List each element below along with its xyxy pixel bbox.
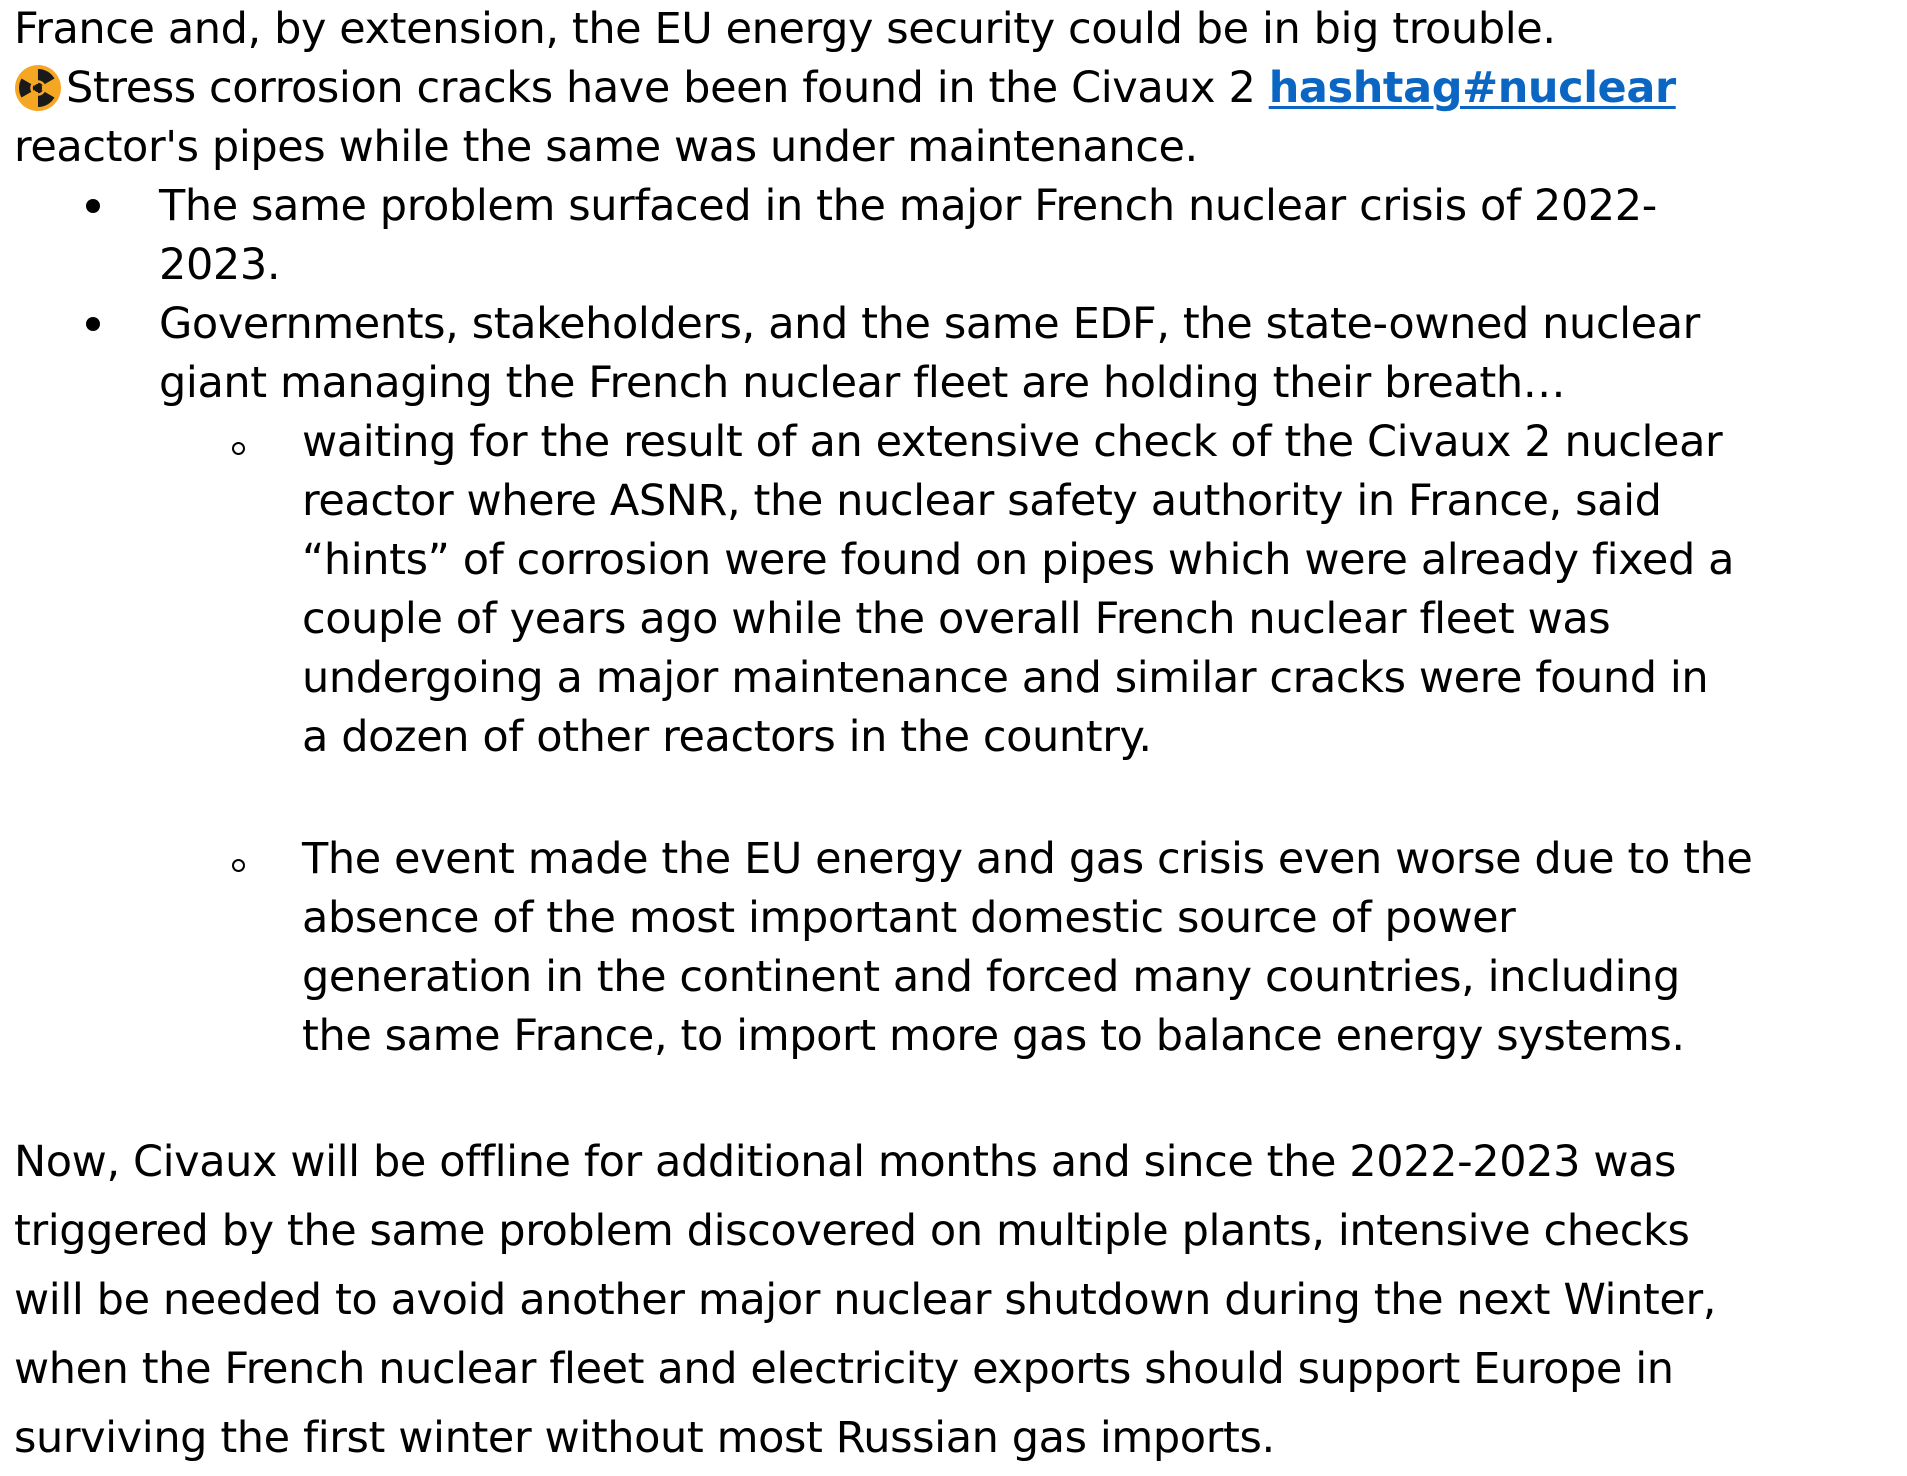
sub-bullet-line: “hints” of corrosion were found on pipes which were already fixed a <box>302 535 1735 585</box>
closing-line: surviving the first winter without most Russian gas imports. <box>14 1413 1275 1463</box>
closing-line: when the French nuclear fleet and electricity exports should support Europe in <box>14 1344 1674 1394</box>
sub-bullet-line: absence of the most important domestic source of power <box>302 893 1516 943</box>
hashtag-nuclear-link[interactable]: hashtag#nuclear <box>1268 63 1676 113</box>
bullet-item <box>14 295 1894 413</box>
bullet-dot-icon <box>86 317 100 331</box>
closing-line: triggered by the same problem discovered on multiple plants, intensive checks <box>14 1206 1690 1256</box>
hollow-circle-icon <box>232 859 245 872</box>
radioactive-icon <box>14 64 62 112</box>
closing-line: Now, Civaux will be offline for additional months and since the 2022-2023 was <box>14 1137 1677 1187</box>
sub-bullet-line: undergoing a major maintenance and similar cracks were found in <box>302 653 1709 703</box>
bullet-line: giant managing the French nuclear fleet are holding their breath… <box>159 358 1566 408</box>
sub-bullet-line: The event made the EU energy and gas crisis even worse due to the <box>302 834 1753 884</box>
intro-line-1: France and, by extension, the EU energy security could be in big trouble. <box>14 4 1556 54</box>
bullet-dot-icon <box>86 199 100 213</box>
sub-bullet-list <box>14 413 1894 1066</box>
sub-bullet-line: couple of years ago while the overall French nuclear fleet was <box>302 594 1611 644</box>
sub-bullet-line: generation in the continent and forced many countries, including <box>302 952 1680 1002</box>
hollow-circle-icon <box>232 442 245 455</box>
bullet-item <box>14 177 1894 295</box>
sub-bullet-line: the same France, to import more gas to balance energy systems. <box>302 1011 1685 1061</box>
sub-bullet-line: reactor where ASNR, the nuclear safety authority in France, said <box>302 476 1662 526</box>
closing-line: will be needed to avoid another major nuclear shutdown during the next Winter, <box>14 1275 1716 1325</box>
sub-bullet-line: waiting for the result of an extensive check of the Civaux 2 nuclear <box>302 417 1723 467</box>
bullet-line: 2023. <box>159 240 281 290</box>
sub-bullet-item <box>14 413 1894 767</box>
document-body <box>14 0 1894 1473</box>
intro-line-3: reactor's pipes while the same was under maintenance. <box>14 122 1198 172</box>
bullet-line: The same problem surfaced in the major French nuclear crisis of 2022- <box>159 181 1657 231</box>
sub-bullet-item <box>14 830 1894 1066</box>
bullet-line: Governments, stakeholders, and the same EDF, the state-owned nuclear <box>159 299 1700 349</box>
intro-line-2-text: Stress corrosion cracks have been found in the Civaux 2 <box>66 63 1269 113</box>
intro-line-2 <box>14 59 1894 118</box>
sub-bullet-line: a dozen of other reactors in the country. <box>302 712 1152 762</box>
bullet-list <box>14 177 1894 413</box>
closing-paragraph <box>14 1128 1894 1473</box>
